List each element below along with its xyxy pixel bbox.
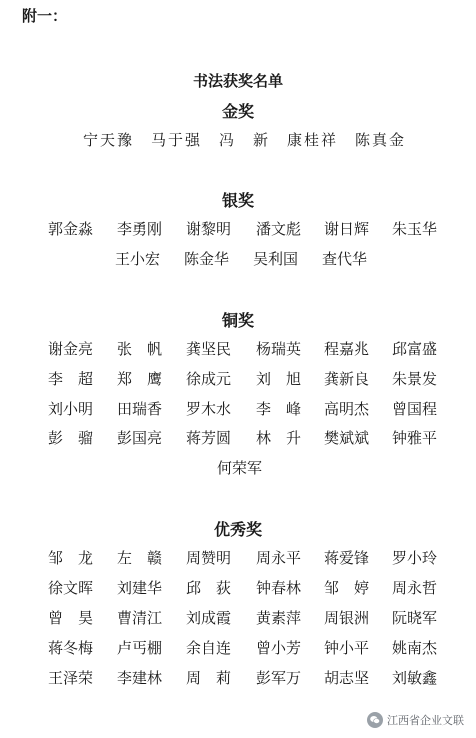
bronze-award-row (40, 368, 460, 390)
winner-name: 刘建华 (117, 579, 163, 597)
winner-name: 徐成元 (186, 370, 232, 388)
winner-name: 罗木水 (186, 400, 232, 418)
winner-name: 田瑞香 (117, 400, 163, 418)
winner-name: 曾国程 (392, 400, 438, 418)
winner-name: 胡志坚 (324, 669, 370, 687)
winner-name: 冯 新 (219, 131, 271, 149)
winner-name: 樊斌斌 (324, 429, 370, 447)
winner-name: 龚新良 (324, 370, 370, 388)
winner-name: 余自连 (186, 639, 232, 657)
winner-name: 陈金华 (184, 250, 230, 268)
winner-name: 李建林 (117, 669, 163, 687)
winner-name: 蒋爱锋 (324, 549, 370, 567)
winner-name: 谢黎明 (186, 220, 232, 238)
winner-name: 曾 昊 (48, 609, 94, 627)
excellent-award-title: 优秀奖 (213, 520, 262, 539)
gold-award-row (40, 129, 460, 151)
winner-name: 黄素萍 (256, 609, 302, 627)
winner-name: 周 莉 (186, 669, 232, 687)
bronze-award-row (40, 338, 460, 360)
winner-name: 朱景发 (392, 370, 438, 388)
excellent-award-row (40, 637, 460, 659)
winner-name: 康桂祥 (287, 131, 339, 149)
winner-name: 杨瑞英 (256, 340, 302, 358)
winner-name: 曹清江 (117, 609, 163, 627)
winner-name: 周赞明 (186, 549, 232, 567)
silver-award-row (40, 218, 460, 240)
winner-name: 钟雅平 (392, 429, 438, 447)
gold-award-title: 金奖 (221, 102, 254, 121)
winner-name: 林 升 (256, 429, 302, 447)
winner-name: 朱玉华 (392, 220, 438, 238)
excellent-award-row (40, 607, 460, 629)
winner-name: 李勇刚 (117, 220, 163, 238)
winner-name: 刘小明 (48, 400, 94, 418)
winner-name: 郭金淼 (48, 220, 94, 238)
winner-name: 李 超 (48, 370, 94, 388)
winner-name: 郑 鹰 (117, 370, 163, 388)
watermark-text: 江西省企业文联 (387, 714, 464, 727)
winner-name: 周永哲 (392, 579, 438, 597)
winner-name: 吴利国 (253, 250, 299, 268)
excellent-award-row (40, 667, 460, 689)
winner-name: 程嘉兆 (324, 340, 370, 358)
bronze-award-row (40, 427, 460, 449)
watermark (367, 712, 464, 728)
winner-name: 潘文彪 (256, 220, 302, 238)
winner-name: 谢日辉 (324, 220, 370, 238)
winner-name: 李 峰 (256, 400, 302, 418)
winner-name: 蒋芳圆 (186, 429, 232, 447)
winner-name: 周永平 (256, 549, 302, 567)
winner-name: 刘 旭 (256, 370, 302, 388)
winner-name: 刘成霞 (186, 609, 232, 627)
winner-name: 彭军万 (256, 669, 302, 687)
winner-name: 王泽荣 (48, 669, 94, 687)
winner-name: 蒋冬梅 (48, 639, 94, 657)
winner-name: 刘敏鑫 (392, 669, 438, 687)
winner-name: 马于强 (151, 131, 203, 149)
winner-name: 龚坚民 (186, 340, 232, 358)
winner-name: 邹 龙 (48, 549, 94, 567)
winner-name: 彭国亮 (117, 429, 163, 447)
bronze-award-title: 铜奖 (221, 311, 254, 330)
wechat-icon (367, 712, 383, 728)
winner-name: 宁天豫 (83, 131, 135, 149)
winner-name: 钟春林 (256, 579, 302, 597)
winner-name: 陈真金 (355, 131, 407, 149)
excellent-award-row (40, 577, 460, 599)
bronze-award-row (40, 457, 460, 479)
silver-award-title: 银奖 (221, 191, 254, 210)
winner-name: 高明杰 (324, 400, 370, 418)
winner-name: 徐文晖 (48, 579, 94, 597)
winner-name: 曾小芳 (256, 639, 302, 657)
page-title: 书法获奖名单 (192, 72, 283, 90)
bronze-award-row (40, 398, 460, 420)
winner-name: 彭 骝 (48, 429, 94, 447)
winner-name: 邱 荻 (186, 579, 232, 597)
winner-name: 罗小玲 (392, 549, 438, 567)
winner-name: 张 帆 (117, 340, 163, 358)
winner-name: 何荣军 (217, 459, 263, 477)
excellent-award-row (40, 547, 460, 569)
winner-name: 邱富盛 (392, 340, 438, 358)
winner-name: 周银洲 (324, 609, 370, 627)
winner-name: 姚南杰 (392, 639, 438, 657)
winner-name: 卢丐棚 (117, 639, 163, 657)
winner-name: 左 赣 (117, 549, 163, 567)
winner-name: 邹 婷 (324, 579, 370, 597)
winner-name: 阮晓军 (392, 609, 438, 627)
silver-award-row (40, 248, 460, 270)
appendix-heading: 附一： (22, 7, 68, 25)
winner-name: 钟小平 (324, 639, 370, 657)
winner-name: 查代华 (322, 250, 368, 268)
winner-name: 谢金亮 (48, 340, 94, 358)
winner-name: 王小宏 (115, 250, 161, 268)
